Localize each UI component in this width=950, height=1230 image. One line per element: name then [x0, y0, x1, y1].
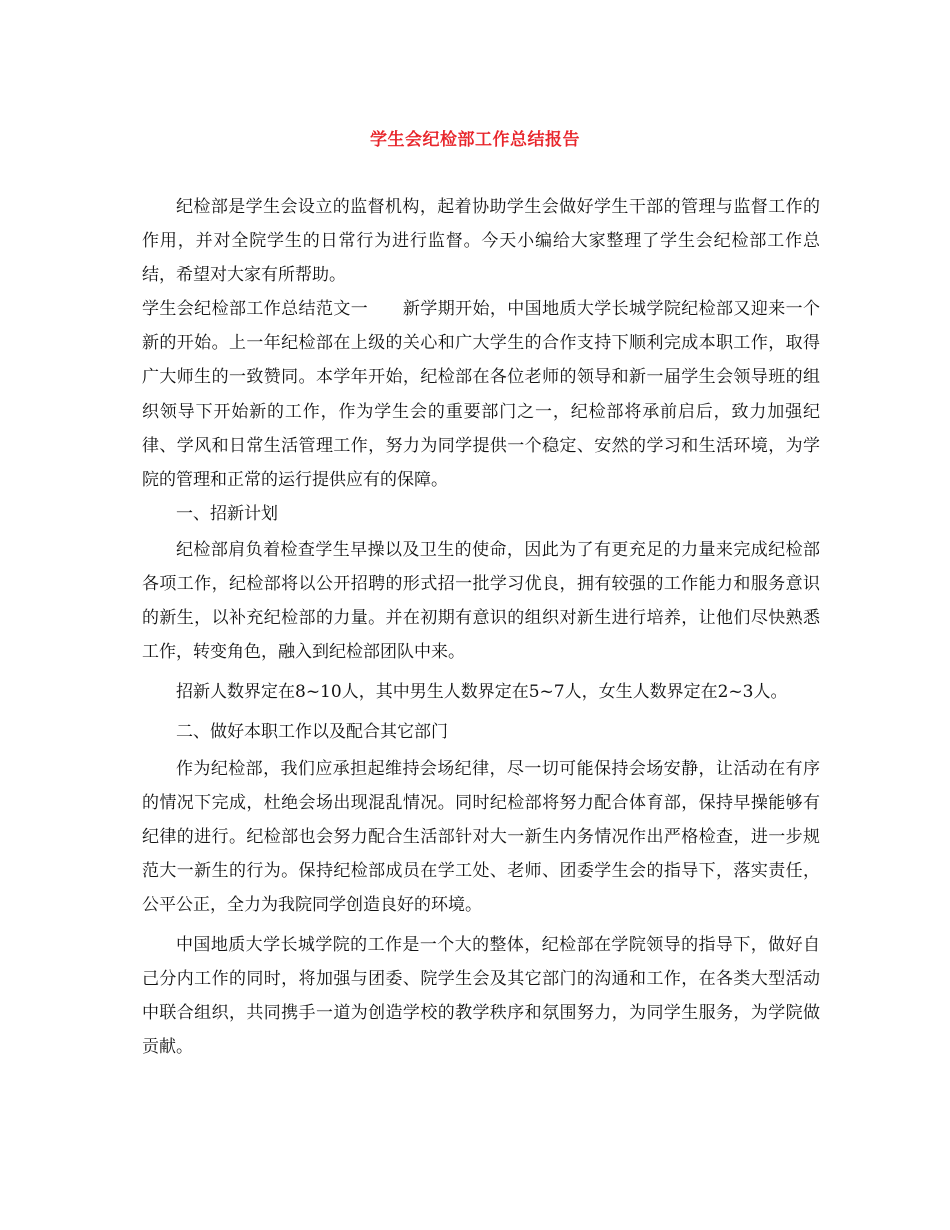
recruitment-quota-paragraph: 招新人数界定在8~10人，其中男生人数界定在5~7人，女生人数界定在2~3人。 — [176, 682, 788, 703]
section-heading-duties: 二、做好本职工作以及配合其它部门 — [176, 722, 448, 743]
intro-paragraph: 纪检部是学生会设立的监督机构，起着协助学生会做好学生干部的管理与监督工作的作用，并对全院学生的日常行为进行监督。今天小编给大家整理了学生会纪检部工作总结，希望对大家有所帮助。 — [142, 197, 820, 286]
document-body — [142, 190, 820, 1064]
section-heading-recruitment: 一、招新计划 — [176, 503, 278, 524]
document-title: 学生会纪检部工作总结报告 — [370, 130, 580, 150]
duties-paragraph: 作为纪检部，我们应承担起维持会场纪律，尽一切可能保持会场安静，让活动在有序的情况下完成，杜绝会场出现混乱情况。同时纪检部将努力配合体育部，保持早操能够有纪律的进行。纪检部也会努力配合生活部针对大一新生内务情况作出严格检查，进一步规范大一新生的行为。保持纪检部成员在学工处、老师、团委学生会的指导下，落实责任，公平公正，全力为我院同学创造良好的环境。 — [142, 758, 820, 915]
cooperation-paragraph: 中国地质大学长城学院的工作是一个大的整体，纪检部在学院领导的指导下，做好自己分内工作的同时，将加强与团委、院学生会及其它部门的沟通和工作，在各类大型活动中联合组织，共同携手一道为创造学校的教学秩序和氛围努力，为同学生服务，为学院做贡献。 — [142, 934, 820, 1058]
sample-one-paragraph: 学生会纪检部工作总结范文一 新学期开始，中国地质大学长城学院纪检部又迎来一个新的开始。上一年纪检部在上级的关心和广大学生的合作支持下顺利完成本职工作，取得广大师生的一致赞同。本学年开始，纪检部在各位老师的领导和新一届学生会领导班的组织领导下开始新的工作，作为学生会的重要部门之一，纪检部将承前启后，致力加强纪律、学风和日常生活管理工作，努力为同学提供一个稳定、安然的学习和生活环境，为学院的管理和正常的运行提供应有的保障。 — [142, 299, 820, 490]
recruitment-paragraph: 纪检部肩负着检查学生早操以及卫生的使命，因此为了有更充足的力量来完成纪检部各项工作，纪检部将以公开招聘的形式招一批学习优良，拥有较强的工作能力和服务意识的新生，以补充纪检部的力量。并在初期有意识的组织对新生进行培养，让他们尽快熟悉工作，转变角色，融入到纪检部团队中来。 — [142, 539, 820, 663]
